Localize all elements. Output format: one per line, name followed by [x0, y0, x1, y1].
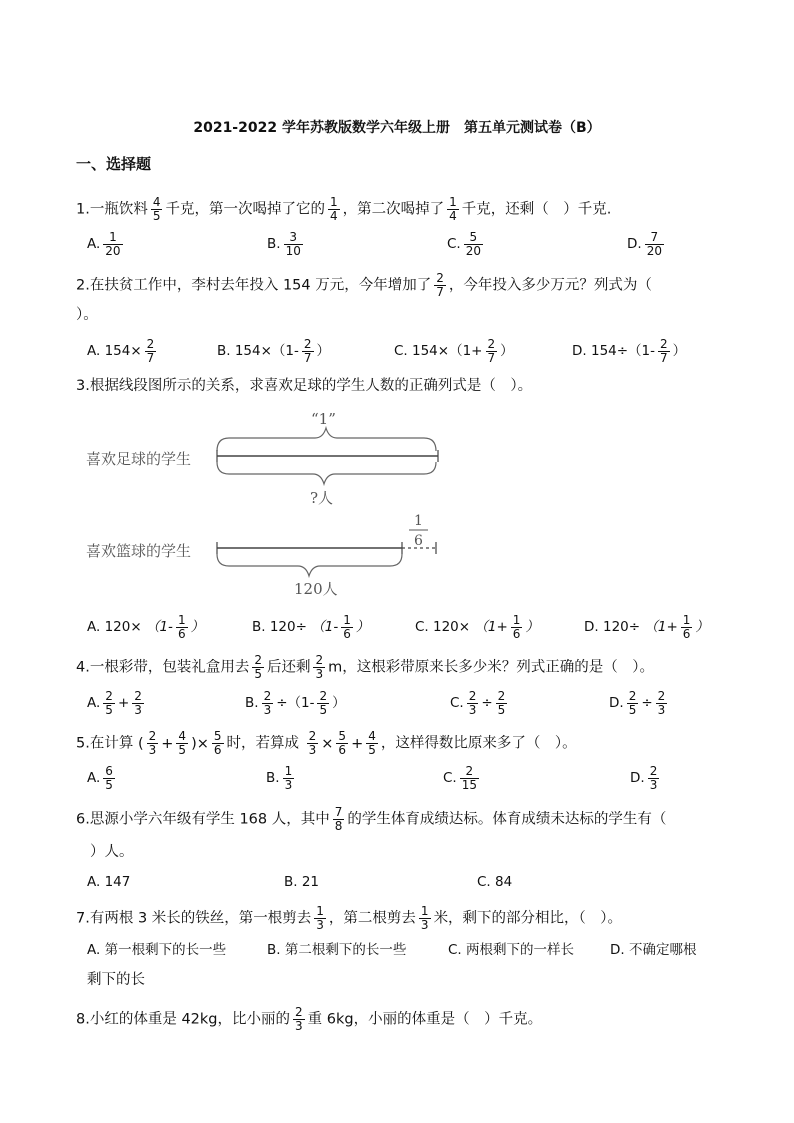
question-6 — [76, 806, 718, 833]
option-a[interactable]: A. 154× $\frac{2}{7}$ — [87, 336, 155, 365]
football-label: 喜欢足球的学生 — [86, 450, 192, 468]
fraction: $\frac{2}{5}$ — [254, 653, 262, 681]
expression-original: ( $\frac{2}{3}$ + $\frac{4}{5}$ )× $\frac{5}{6}$ — [137, 729, 222, 757]
q5-text: 时，若算成 — [226, 735, 300, 752]
q6-options — [87, 867, 727, 897]
q8-text: 8.小红的体重是 42kg，比小丽的 — [76, 1011, 290, 1028]
option-d[interactable]: D. $\frac{7}{20}$ — [627, 229, 662, 258]
option-a[interactable]: A. $\frac{2}{5}$ + $\frac{2}{3}$ — [87, 688, 142, 717]
q1-text: 千克，第一次喝掉了它的 — [165, 201, 325, 218]
question-3: 3.根据线段图所示的关系，求喜欢足球的学生人数的正确列式是（ ）。 — [76, 378, 533, 394]
bottom-brace — [217, 462, 436, 484]
question-2 — [76, 272, 718, 299]
option-b[interactable]: B. $\frac{3}{10}$ — [267, 229, 301, 258]
q6-text: 6.思源小学六年级有学生 168 人，其中 — [76, 811, 330, 828]
option-c[interactable]: C. $\frac{2}{3}$ ÷ $\frac{2}{5}$ — [450, 688, 506, 717]
q5-text: 5.在计算 — [76, 735, 134, 752]
q4-options — [87, 688, 727, 718]
segment-diagram — [86, 404, 446, 600]
q1-text: 1.一瓶饮料 — [76, 201, 148, 218]
page-title: 2021-2022 学年苏教版数学六年级上册 第五单元测试卷（B） — [193, 120, 601, 136]
option-c[interactable]: C. $\frac{2}{15}$ — [443, 763, 477, 792]
q1-text: 千克，还剩（ ）千克. — [461, 201, 612, 218]
basketball-label: 喜欢篮球的学生 — [86, 542, 192, 560]
option-c[interactable]: C. 两根剩下的一样长 — [448, 942, 575, 958]
option-b[interactable]: B. 第二根剩下的长一些 — [267, 942, 407, 958]
fraction: $\frac{7}{8}$ — [334, 805, 343, 833]
option-b[interactable]: B. $\frac{1}{3}$ — [266, 763, 293, 792]
fraction: $\frac{2}{7}$ — [436, 271, 444, 299]
top-brace — [217, 428, 436, 451]
fraction: $\frac{1}{3}$ — [316, 904, 324, 932]
q8-text: 重 6kg，小丽的体重是（ ）千克。 — [307, 1011, 543, 1028]
option-d[interactable]: D. 154÷（1- $\frac{2}{7}$ ） — [572, 336, 687, 365]
option-b[interactable]: B. 154×（1- $\frac{2}{7}$ ） — [217, 336, 331, 365]
option-c[interactable]: C. $\frac{5}{20}$ — [447, 229, 481, 258]
q5-text: ，这样得数比原来多了（ ）。 — [380, 735, 577, 752]
option-d[interactable]: D. $\frac{2}{3}$ — [630, 763, 658, 792]
option-a[interactable]: A. $\frac{1}{20}$ — [87, 229, 121, 258]
option-c[interactable]: C. 154×（1+ $\frac{2}{7}$ ） — [394, 336, 514, 365]
fraction: $\frac{1}{4}$ — [449, 195, 457, 223]
fraction: $\frac{1}{4}$ — [329, 195, 338, 223]
q7-text: 7.有两根 3 米长的铁丝，第一根剪去 — [76, 910, 312, 927]
option-a[interactable]: A. $\frac{6}{5}$ — [87, 763, 113, 792]
question-2-cont: ）。 — [76, 307, 98, 323]
option-b[interactable]: B. 21 — [284, 874, 320, 890]
q6-text: 的学生体育成绩达标。体育成绩未达标的学生有（ — [347, 811, 667, 828]
one-label: “1” — [311, 410, 336, 428]
question-4 — [76, 654, 718, 681]
q1-text: ，第二次喝掉了 — [342, 201, 445, 218]
count-label: 120人 — [294, 580, 338, 598]
question-1 — [76, 196, 718, 223]
q2-options — [87, 336, 727, 366]
section-heading: 一、选择题 — [76, 155, 152, 173]
basketball-brace — [217, 554, 402, 576]
fraction: $\frac{4}{5}$ — [152, 195, 161, 223]
question-8 — [76, 1006, 718, 1033]
option-d[interactable]: D. $\frac{2}{5}$ ÷ $\frac{2}{3}$ — [609, 688, 666, 717]
unknown-label: ?人 — [310, 489, 334, 507]
option-c[interactable]: C. 120× （1+ $\frac{1}{6}$ ） — [415, 612, 539, 641]
q5-options — [87, 763, 727, 793]
option-a[interactable]: A. 第一根剩下的长一些 — [87, 942, 227, 958]
fraction: $\frac{2}{3}$ — [295, 1005, 303, 1033]
option-d[interactable]: D. 不确定哪根 — [610, 942, 697, 958]
q4-text: 4.一根彩带，包装礼盒用去 — [76, 659, 250, 676]
fraction: $\frac{1}{3}$ — [420, 904, 429, 932]
option-a[interactable]: A. 120× （1- $\frac{1}{6}$ ） — [87, 612, 205, 641]
option-d[interactable]: D. 120÷ （1+ $\frac{1}{6}$ ） — [584, 612, 709, 641]
fraction-denominator: 6 — [414, 533, 423, 549]
fraction-numerator: 1 — [414, 513, 423, 529]
q3-options — [87, 612, 727, 642]
option-b[interactable]: B. 120÷ （1- $\frac{1}{6}$ ） — [252, 612, 370, 641]
question-7 — [76, 905, 718, 932]
q4-text: m，这根彩带原来长多少米？列式正确的是（ ）。 — [328, 659, 654, 676]
q4-text: 后还剩 — [266, 659, 311, 676]
q7-option-d-cont: 剩下的长 — [87, 972, 145, 988]
option-c[interactable]: C. 84 — [477, 874, 513, 890]
question-6-cont: ）人。 — [90, 844, 134, 860]
q2-text: 2.在扶贫工作中，李村去年投入 154 万元，今年增加了 — [76, 277, 432, 294]
question-5 — [76, 730, 718, 757]
q7-text: ，第二根剪去 — [328, 910, 416, 927]
fraction: $\frac{2}{3}$ — [315, 653, 324, 681]
q7-text: 米，剩下的部分相比，（ ）。 — [433, 910, 623, 927]
q1-options — [87, 229, 727, 259]
q7-options — [87, 935, 717, 965]
option-b[interactable]: B. $\frac{2}{3}$ ÷（1- $\frac{2}{5}$ ） — [245, 688, 346, 717]
q2-text: ，今年投入多少万元？列式为（ — [448, 277, 652, 294]
expression-wrong: $\frac{2}{3}$ × $\frac{5}{6}$ + $\frac{4}{5}$ — [308, 729, 376, 757]
option-a[interactable]: A. 147 — [87, 874, 131, 890]
